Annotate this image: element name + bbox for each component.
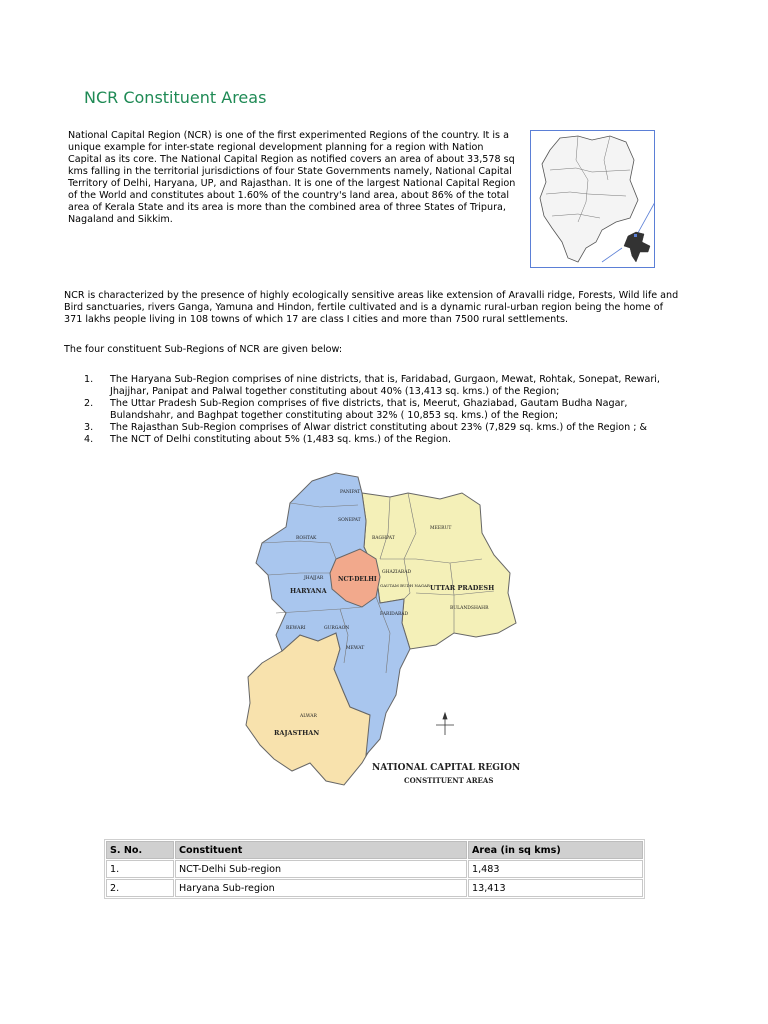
label-haryana: HARYANA [290, 587, 327, 595]
label-bulandshahr: BULANDSHAHR [450, 606, 489, 611]
label-mewat: MEWAT [346, 646, 365, 651]
label-meerut: MEERUT [430, 526, 452, 531]
label-faridabad: FARIDABAD [380, 612, 409, 617]
north-arrow-icon [436, 713, 454, 735]
cell-sno: 2. [106, 879, 174, 897]
subregions-intro: The four constituent Sub-Regions of NCR are given below: [64, 344, 343, 355]
map-subtitle: CONSTITUENT AREAS [404, 776, 494, 785]
col-header-area: Area (in sq kms) [468, 841, 643, 859]
cell-constituent: Haryana Sub-region [175, 879, 467, 897]
list-item: 4. The NCT of Delhi constituting about 5% (1,483 sq. kms.) of the Region. [84, 434, 452, 445]
cell-constituent: NCT-Delhi Sub-region [175, 860, 467, 878]
ncr-inset-map [530, 130, 655, 268]
col-header-constituent: Constituent [175, 841, 467, 859]
label-sonepat: SONEPAT [338, 518, 361, 523]
list-item: 2. The Uttar Pradesh Sub-Region comprises of five districts, that is, Meerut, Ghaziabad, Gautam Budha Nagar, Bulandshahr, and Baghpat together constituting about 32% ( 10,853 sq. kms.) of the Region; [84, 398, 628, 421]
label-rajasthan: RAJASTHAN [274, 729, 320, 737]
label-jhajjar: JHAJJAR [304, 576, 324, 581]
list-item: 3. The Rajasthan Sub-Region comprises of Alwar district constituting about 23% (7,829 sq. kms.) of the Region ; & [84, 422, 648, 433]
label-rohtak: ROHTAK [296, 536, 317, 541]
intro-paragraph: National Capital Region (NCR) is one of the first experimented Regions of the country. It is a unique example for inter-state regional development planning for a region with Nation Capital as its core. The National Capital Region as notified covers an area of about 33,578 sq kms falling in the territorial jurisdictions of four State Governments namely, National Capital Territory of Delhi, Haryana, UP, and Rajasthan. It is one of the largest National Capital Region of the World and constitutes about 1.60% of the country's land area, about 86% of the total area of Kerala State and its area is more than the combined area of three States of Tripura, Nagaland and Sikkim. [68, 130, 516, 225]
label-alwar: ALWAR [300, 714, 317, 719]
label-ghaziabad: GHAZIABAD [382, 570, 412, 575]
cell-area: 1,483 [468, 860, 643, 878]
label-nct-delhi: NCT-DELHI [338, 576, 377, 583]
col-header-sno: S. No. [106, 841, 174, 859]
label-gurgaon: GURGAON [324, 626, 350, 631]
map-title: NATIONAL CAPITAL REGION [372, 763, 521, 773]
cell-sno: 1. [106, 860, 174, 878]
label-baghpat: BAGHPAT [372, 536, 395, 541]
label-uttar-pradesh: UTTAR PRADESH [430, 584, 495, 592]
ncr-constituent-map [240, 463, 530, 793]
constituent-area-table [104, 839, 645, 899]
ecology-paragraph: NCR is characterized by the presence of highly ecologically sensitive areas like extension of Aravalli ridge, Forests, Wild life and Bird sanctuaries, rivers Ganga, Yamuna and Hindon, fertile cultivated and is a dynamic rural-urban region being the home of 371 lakhs people living in 108 towns of which 17 are class I cities and more than 7500 rural settlements. [64, 290, 679, 325]
cell-area: 13,413 [468, 879, 643, 897]
table-row [106, 860, 643, 878]
table-header-row [106, 841, 643, 859]
label-gautam-budh-nagar: GAUTAM BUDH NAGAR [380, 583, 430, 588]
label-panipat: PANIPAT [340, 490, 361, 495]
list-item: 1. The Haryana Sub-Region comprises of nine districts, that is, Faridabad, Gurgaon, Mewat, Rohtak, Sonepat, Rewari, Jhajjhar, Panipat and Palwal together constituting about 40% (13,413 sq. kms.) of the Region; [84, 374, 660, 397]
label-rewari: REWARI [286, 626, 306, 631]
page-title: NCR Constituent Areas [84, 88, 267, 107]
subregions-list [84, 374, 684, 446]
table-row [106, 879, 643, 897]
